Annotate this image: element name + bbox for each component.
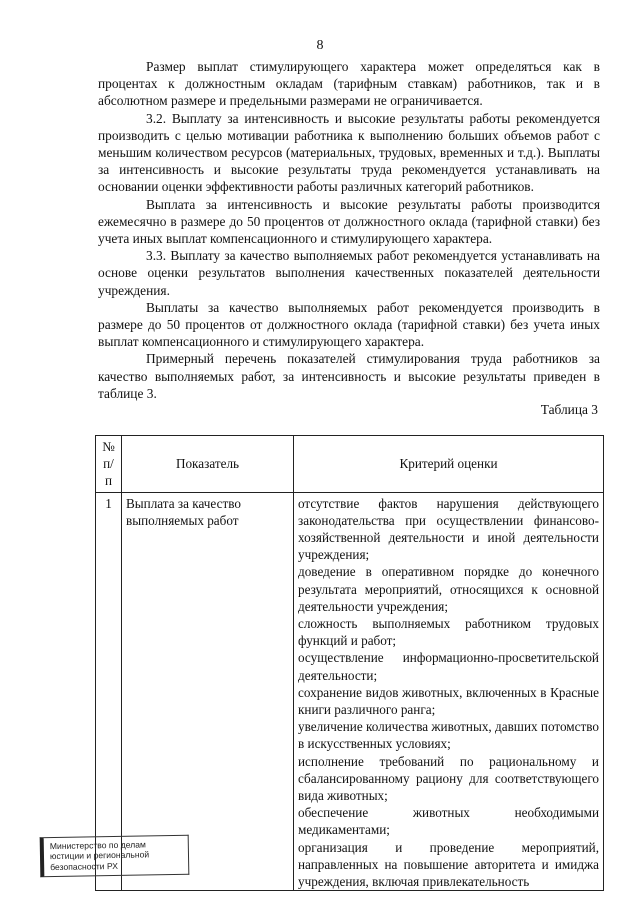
stamp-line: Министерство по делам <box>49 839 146 852</box>
table-row <box>96 492 604 891</box>
criteria-item: обеспечение животных необходимыми медикаментами; <box>298 805 599 838</box>
criteria-item: организация и проведение мероприятий, направленных на повышение авторитета и имиджа учреждения, включая привлекательность <box>298 839 599 890</box>
criteria-item: осуществление информационно-просветительской деятельности; <box>298 650 599 683</box>
criteria-item: сохранение видов животных, включенных в Красные книги различного ранга; <box>298 684 599 718</box>
paragraph: Примерный перечень показателей стимулирования труда работников за качество выполняемых работ, за интенсивность и высокие результаты приведен в таблице 3. <box>98 351 600 401</box>
criteria-table <box>95 435 604 891</box>
criteria-item: сложность выполняемых работником трудовых функций и работ; <box>298 616 599 649</box>
header-criteria: Критерий оценки <box>294 436 604 493</box>
stamp-line: безопасности РХ <box>50 860 119 872</box>
header-num: № п/п <box>96 436 122 493</box>
criteria-item: доведение в оперативном порядке до конечного результата мероприятий, относящихся к основной деятельности учреждения; <box>298 564 599 614</box>
paragraph: Выплаты за качество выполняемых работ рекомендуется производить в размере до 50 процентов от должностного оклада (тарифной ставки) без учета иных выплат компенсационного и стимулирующего характера. <box>98 299 600 350</box>
criteria-item: увеличение количества животных, давших потомство в искусственных условиях; <box>298 719 599 752</box>
page-number: 8 <box>316 38 324 53</box>
stamp-line: юстиции и региональной <box>49 849 150 862</box>
paragraph: 3.2. Выплату за интенсивность и высокие результаты работы рекомендуется производить с целью мотивации работника к выполнению больших объемов работ с меньшим количеством ресурсов (материальных, трудовых, временных и т.д.). Выплаты за интенсивность и высокие результаты труда рекомендуется устанавливать на основании оценки эффективности работы различных категорий работников. <box>98 110 600 195</box>
row-criteria <box>294 492 604 891</box>
table-header-row <box>96 436 604 493</box>
paragraph: Выплата за интенсивность и высокие результаты работы производится ежемесячно в размере до 50 процентов от должностного оклада (тарифной ставки) без учета иных выплат компенсационного и стимулирующего характера. <box>98 196 600 247</box>
document-body <box>98 58 600 402</box>
row-indicator: Выплата за качество выполняемых работ <box>122 492 294 891</box>
header-indicator: Показатель <box>122 436 294 493</box>
criteria-item: отсутствие фактов нарушения действующего законодательства при осуществлении финансово-хозяйственной деятельности и иной деятельности учреждения; <box>298 495 599 563</box>
row-num: 1 <box>96 492 122 891</box>
paragraph: 3.3. Выплату за качество выполняемых работ рекомендуется устанавливать на основе оценки результатов выполнения качественных показателей деятельности учреждения. <box>98 248 600 298</box>
ministry-stamp <box>40 835 190 878</box>
criteria-item: исполнение требований по рациональному и сбалансированному рациону для соответствующего вида животных; <box>298 753 599 804</box>
table-caption: Таблица 3 <box>540 402 598 417</box>
paragraph: Размер выплат стимулирующего характера может определяться как в процентах к должностным окладам (тарифным ставкам) работников, так и в абсолютном размере и предельными размерами не ограничивается. <box>98 59 600 109</box>
